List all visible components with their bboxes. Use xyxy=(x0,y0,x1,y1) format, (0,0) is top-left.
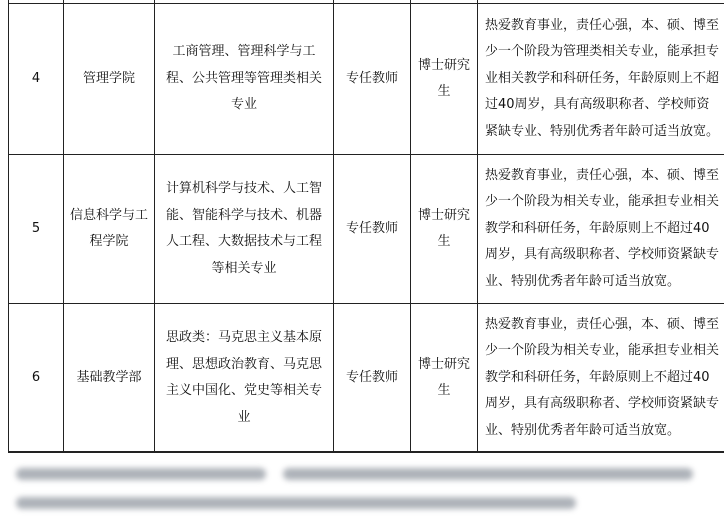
other-requirements: 热爱教育事业，责任心强，本、硕、博至少一个阶段为相关专业，能承担专业相关教学和科研任务，年龄原则上不超过40周岁，具有高级职称者、学校师资紧缺专业、特别优秀者年龄可适当放宽。 xyxy=(478,304,724,453)
position-type: 专任教师 xyxy=(334,155,411,304)
degree-requirement: 博士研究生 xyxy=(411,304,478,453)
other-requirements: 热爱教育事业，责任心强，本、硕、博至少一个阶段为相关专业，能承担专业相关教学和科研任务，年龄原则上不超过40周岁，具有高级职称者、学校师资紧缺专业、特别优秀者年龄可适当放宽。 xyxy=(478,155,724,304)
blurred-footnote xyxy=(8,451,724,526)
row-index: 6 xyxy=(9,304,64,453)
major-requirement: 思政类：马克思主义基本原理、思想政治教育、马克思主义中国化、党史等相关专业 xyxy=(155,304,334,453)
table-row xyxy=(9,155,724,304)
blurred-text-line xyxy=(16,468,266,480)
row-index: 5 xyxy=(9,155,64,304)
department-name: 管理学院 xyxy=(64,4,155,155)
position-type: 专任教师 xyxy=(334,4,411,155)
recruitment-table xyxy=(8,0,724,453)
degree-requirement: 博士研究生 xyxy=(411,155,478,304)
blurred-text-line xyxy=(283,468,693,480)
table-row xyxy=(9,304,724,453)
other-requirements: 热爱教育事业，责任心强，本、硕、博至少一个阶段为管理类相关专业，能承担专业相关教学和科研任务，年龄原则上不超过40周岁，具有高级职称者、学校师资紧缺专业、特别优秀者年龄可适当放宽。 xyxy=(478,4,724,155)
blurred-text-line xyxy=(16,497,576,509)
row-index: 4 xyxy=(9,4,64,155)
major-requirement: 工商管理、管理科学与工程、公共管理等管理类相关专业 xyxy=(155,4,334,155)
department-name: 基础教学部 xyxy=(64,304,155,453)
department-name: 信息科学与工程学院 xyxy=(64,155,155,304)
degree-requirement: 博士研究生 xyxy=(411,4,478,155)
position-type: 专任教师 xyxy=(334,304,411,453)
major-requirement: 计算机科学与技术、人工智能、智能科学与技术、机器人工程、大数据技术与工程等相关专业 xyxy=(155,155,334,304)
table-row xyxy=(9,4,724,155)
